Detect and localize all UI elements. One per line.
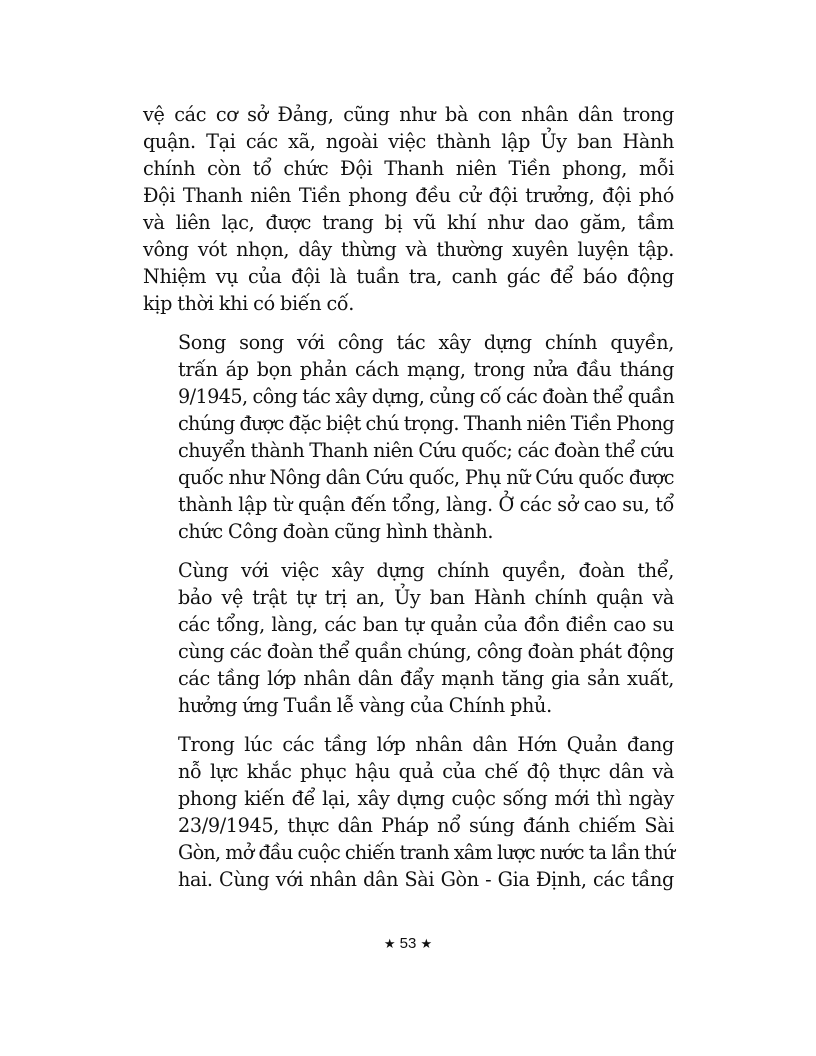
text-line: bảo vệ trật tự trị an, Ủy ban Hành chính quận và xyxy=(178,586,674,609)
page-number-value: 53 xyxy=(399,935,417,952)
text-line: chúng được đặc biệt chú trọng. Thanh niên Tiền Phong xyxy=(178,412,674,435)
text-line: 23/9/1945, thực dân Pháp nổ súng đánh chiếm Sài xyxy=(178,814,674,837)
page-number xyxy=(0,935,816,952)
text-line: vệ các cơ sở Đảng, cũng như bà con nhân dân trong xyxy=(143,103,674,126)
text-line: hưởng ứng Tuần lễ vàng của Chính phủ. xyxy=(178,694,552,717)
text-line: Gòn, mở đầu cuộc chiến tranh xâm lược nước ta lần thứ xyxy=(178,841,675,864)
star-icon: ★ xyxy=(420,936,433,951)
text-line: kịp thời khi có biến cố. xyxy=(143,292,354,315)
star-icon: ★ xyxy=(383,936,396,951)
text-line: vông vót nhọn, dây thừng và thường xuyên luyện tập. xyxy=(143,238,674,261)
text-line: và liên lạc, được trang bị vũ khí như dao găm, tầm xyxy=(143,211,674,234)
text-line: Đội Thanh niên Tiền phong đều cử đội trưởng, đội phó xyxy=(143,184,674,207)
text-line: nỗ lực khắc phục hậu quả của chế độ thực dân và xyxy=(178,760,674,783)
text-line: quận. Tại các xã, ngoài việc thành lập Ủy ban Hành xyxy=(143,130,674,153)
text-line: trấn áp bọn phản cách mạng, trong nửa đầu tháng xyxy=(178,358,674,381)
paragraph xyxy=(143,101,674,317)
text-line: hai. Cùng với nhân dân Sài Gòn - Gia Định, các tầng xyxy=(178,868,674,891)
text-line: các tổng, làng, các ban tự quản của đồn điền cao su xyxy=(178,613,674,636)
text-line: chuyển thành Thanh niên Cứu quốc; các đoàn thể cứu xyxy=(178,439,674,462)
text-line: Cùng với việc xây dựng chính quyền, đoàn thể, xyxy=(178,559,674,582)
paragraph xyxy=(143,731,674,893)
text-line: cùng các đoàn thể quần chúng, công đoàn phát động xyxy=(178,640,674,663)
text-line: chức Công đoàn cũng hình thành. xyxy=(178,520,494,543)
text-line: phong kiến để lại, xây dựng cuộc sống mới thì ngày xyxy=(178,787,674,810)
paragraph xyxy=(143,557,674,719)
text-line: chính còn tổ chức Đội Thanh niên Tiền phong, mỗi xyxy=(143,157,674,180)
text-line: thành lập từ quận đến tổng, làng. Ở các sở cao su, tổ xyxy=(178,493,674,516)
text-line: Trong lúc các tầng lớp nhân dân Hớn Quản đang xyxy=(178,733,674,756)
text-line: 9/1945, công tác xây dựng, củng cố các đoàn thể quần xyxy=(178,385,675,408)
text-line: Nhiệm vụ của đội là tuần tra, canh gác để báo động xyxy=(143,265,674,288)
body-text xyxy=(143,101,674,905)
paragraph xyxy=(143,329,674,545)
text-line: các tầng lớp nhân dân đẩy mạnh tăng gia sản xuất, xyxy=(178,667,674,690)
text-line: Song song với công tác xây dựng chính quyền, xyxy=(178,331,674,354)
text-line: quốc như Nông dân Cứu quốc, Phụ nữ Cứu quốc được xyxy=(178,466,674,489)
